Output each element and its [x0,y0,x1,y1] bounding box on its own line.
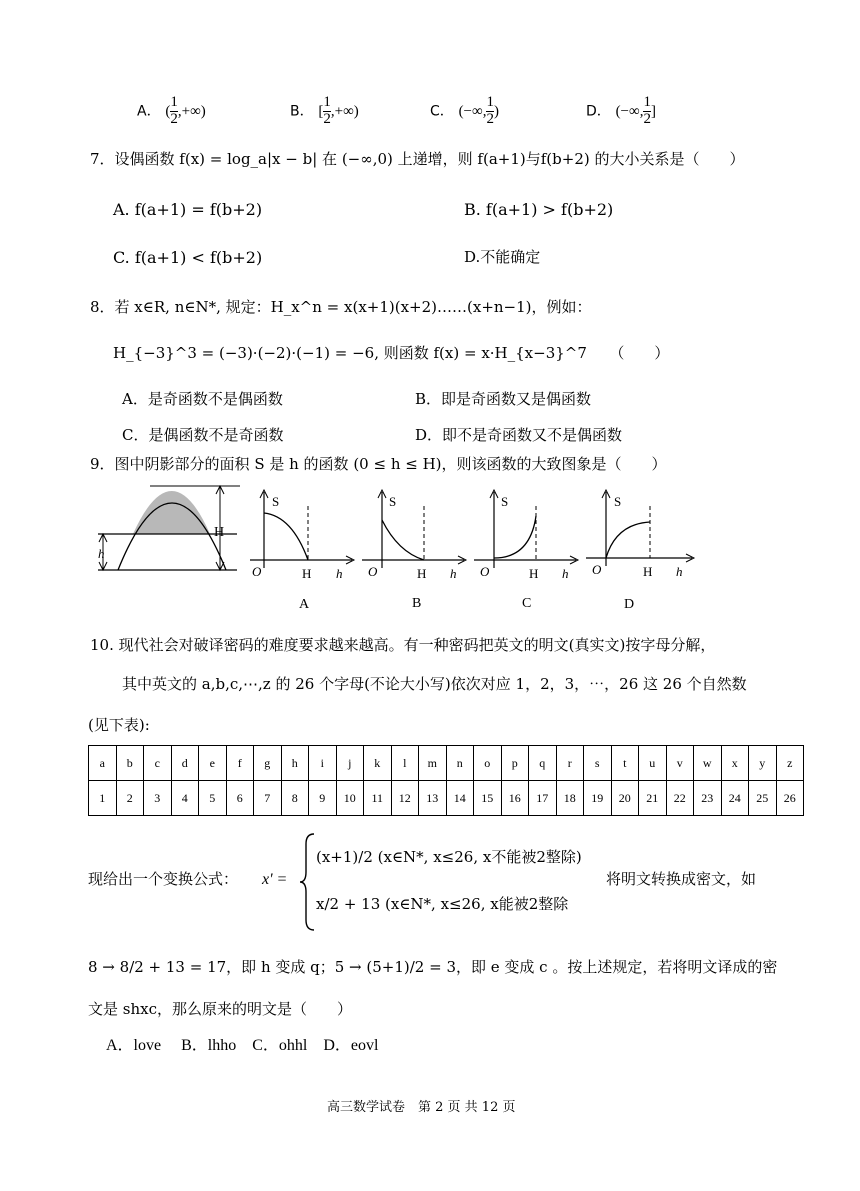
page-footer: 高三数学试卷 第 2 页 共 12 页 [327,1100,516,1115]
parabola-figure [98,486,240,570]
graph-b-h-label: H [417,566,427,581]
svg-text:H: H [214,525,225,540]
formula-after: 将明文转换成密文，如 [606,870,757,888]
graph-c-s-label: S [501,494,509,509]
q10-stem-1: 10. 现代社会对破译密码的难度要求越来越高。有一种密码把英文的明文(真实文)按字母分解， [90,636,716,654]
letter-cell: n [446,746,474,781]
number-cell: 22 [666,781,694,816]
graph-d-caption: D [624,597,635,612]
number-cell: 5 [199,781,227,816]
number-cell: 8 [281,781,309,816]
number-cell: 21 [639,781,667,816]
number-cell: 6 [226,781,254,816]
letter-cell: b [116,746,144,781]
graph-c-h-label: H [529,566,539,581]
q7-option-a: A. f(a+1) = f(b+2) [113,200,263,219]
letter-cell: h [281,746,309,781]
q7-option-d: D.不能确定 [464,248,541,266]
letter-cell: z [776,746,804,781]
q10-option-d: D．eovl [323,1037,379,1054]
q7-stem: 7．设偶函数 f(x) = log_a|x − b| 在 (−∞,0) 上递增，则 f(a+1)与f(b+2) 的大小关系是（ ） [90,150,745,168]
graph-b-caption: B [412,596,422,611]
letter-cell: s [584,746,612,781]
graph-c-o-label: O [480,564,490,579]
q10-ask: 文是 shxc，那么原来的明文是（ ） [88,1000,352,1018]
numbers-row [89,781,804,816]
formula-case-1: (x+1)/2 (x∈N*, x≤26, x不能被2整除) [316,848,582,866]
graph-a-caption: A [299,597,310,612]
q10-option-c: C．ohhl [252,1037,308,1054]
number-cell: 26 [776,781,804,816]
number-cell: 18 [556,781,584,816]
number-cell: 2 [116,781,144,816]
formula-brace [298,832,318,932]
graph-a-o-label: O [252,564,262,579]
formula-lhs: x' = [262,871,288,888]
graph-b-o-label: O [368,564,378,579]
q6-option-b: B． [ $\frac{1}{2}$ ,+∞) [290,94,359,127]
number-cell: 12 [391,781,419,816]
q9-figure [0,478,860,628]
q10-options [106,1036,378,1055]
letter-cell: d [171,746,199,781]
q10-option-a: A．love [106,1037,162,1054]
q7-option-b: B. f(a+1) > f(b+2) [464,200,614,219]
number-cell: 20 [611,781,639,816]
q10-stem-2: 其中英文的 a,b,c,⋯,z 的 26 个字母(不论大小写)依次对应 1，2，3，⋯，26 这 26 个自然数 [122,675,747,693]
graph-d-o-label: O [592,562,602,577]
graph-b-haxis-label: h [450,566,457,581]
graph-c-haxis-label: h [562,566,569,581]
graph-a-haxis-label: h [336,566,343,581]
number-cell: 19 [584,781,612,816]
letter-cell: v [666,746,694,781]
number-cell: 15 [474,781,502,816]
graph-a-s-label: S [272,494,280,509]
letter-cell: m [419,746,447,781]
graph-b-s-label: S [389,494,397,509]
svg-text:h: h [98,546,105,561]
q7-option-c: C. f(a+1) < f(b+2) [113,248,263,267]
q10-option-b: B．lhho [181,1037,237,1054]
q6-option-d: D． (−∞, $\frac{1}{2}$ ] [586,94,656,127]
q8-example: H_{−3}^3 = (−3)·(−2)·(−1) = −6, 则函数 f(x) = x·H_{x−3}^7 （ ） [113,344,670,362]
letter-cell: w [694,746,722,781]
letter-cell: j [336,746,364,781]
letter-cell: g [254,746,282,781]
graph-d-h-label: H [643,564,653,579]
letter-cell: i [309,746,337,781]
letter-cell: y [749,746,777,781]
number-cell: 16 [501,781,529,816]
number-cell: 25 [749,781,777,816]
letter-cell: k [364,746,392,781]
letter-cell: p [501,746,529,781]
number-cell: 1 [89,781,117,816]
q9-stem: 9．图中阴影部分的面积 S 是 h 的函数 (0 ≤ h ≤ H)，则该函数的大致图象是（ ） [90,455,667,473]
letters-row [89,746,804,781]
graph-d-s-label: S [614,494,622,509]
graph-a [250,490,354,581]
letter-cell: f [226,746,254,781]
letter-cell: q [529,746,557,781]
letter-number-table [88,745,804,816]
letter-cell: l [391,746,419,781]
q8-option-a: A．是奇函数不是偶函数 [122,390,283,408]
q6-option-a: A． ( $\frac{1}{2}$ ,+∞) [137,94,206,127]
letter-cell: t [611,746,639,781]
formula-intro: 现给出一个变换公式： [88,870,239,888]
number-cell: 23 [694,781,722,816]
letter-cell: x [721,746,749,781]
number-cell: 4 [171,781,199,816]
letter-cell: r [556,746,584,781]
q8-option-b: B．即是奇函数又是偶函数 [415,390,592,408]
number-cell: 13 [419,781,447,816]
letter-cell: u [639,746,667,781]
q6-option-c: C． (−∞, $\frac{1}{2}$ ) [430,94,499,127]
graph-b [362,490,466,581]
letter-cell: c [144,746,172,781]
number-cell: 3 [144,781,172,816]
graph-d-haxis-label: h [676,564,683,579]
graph-c-caption: C [522,596,532,611]
letter-cell: o [474,746,502,781]
number-cell: 10 [336,781,364,816]
q8-option-d: D．即不是奇函数又不是偶函数 [415,426,623,444]
q10-stem-3: (见下表): [88,716,150,734]
number-cell: 7 [254,781,282,816]
q8-option-c: C．是偶函数不是奇函数 [122,426,284,444]
graph-a-h-label: H [302,566,312,581]
formula-case-2: x/2 + 13 (x∈N*, x≤26, x能被2整除 [316,895,569,913]
number-cell: 11 [364,781,392,816]
graph-c [474,490,578,581]
number-cell: 24 [721,781,749,816]
number-cell: 9 [309,781,337,816]
graph-d [586,490,694,579]
letter-cell: a [89,746,117,781]
number-cell: 17 [529,781,557,816]
letter-cell: e [199,746,227,781]
number-cell: 14 [446,781,474,816]
q10-example-line: 8 → 8/2 + 13 = 17，即 h 变成 q；5 → (5+1)/2 = 3，即 e 变成 c 。按上述规定，若将明文译成的密 [88,958,778,976]
q8-stem: 8．若 x∈R, n∈N*, 规定：H_x^n = x(x+1)(x+2)……(x+n−1)，例如： [90,298,592,316]
